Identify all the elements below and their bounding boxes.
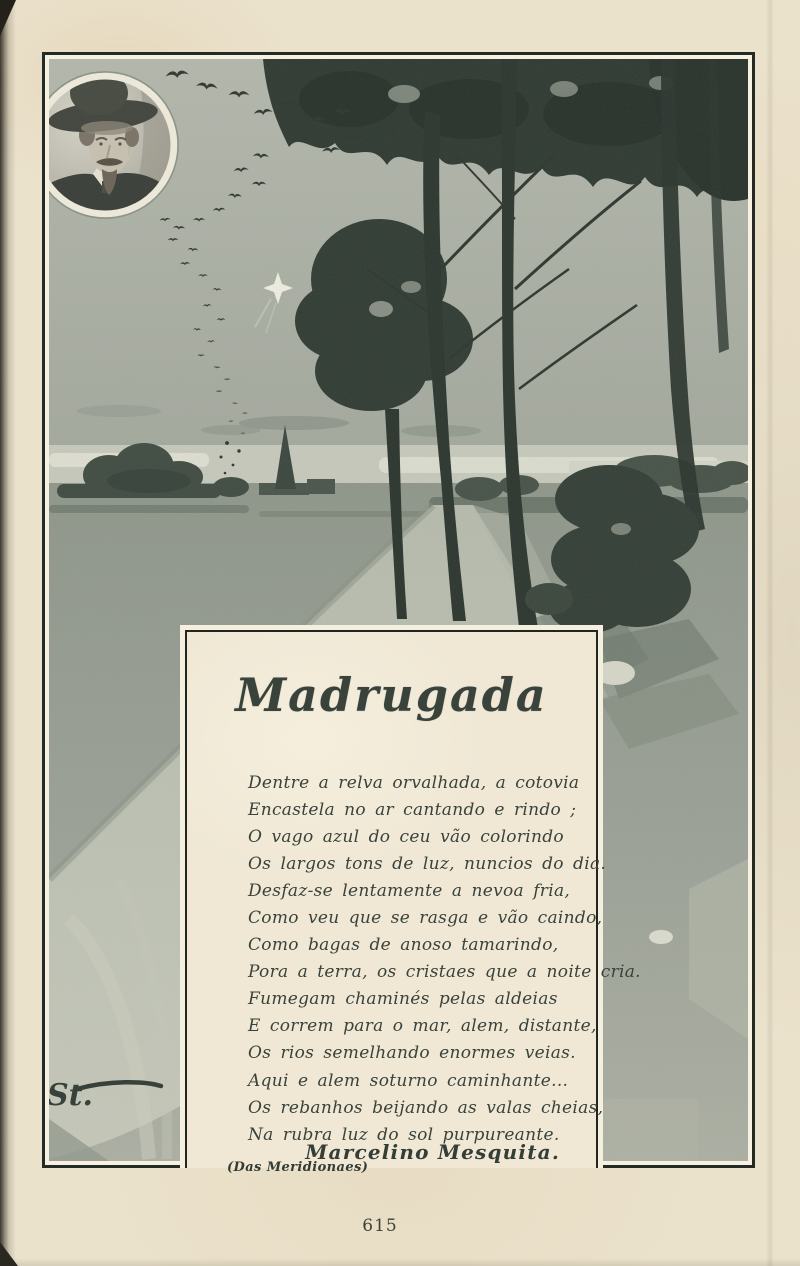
binding-shadow — [0, 0, 16, 1266]
poem-line: E correm para o mar, alem, distante, — [248, 1016, 597, 1036]
poem-source-caption: (Das Meridionaes) — [227, 1160, 369, 1175]
poem-stanza-1 — [248, 770, 607, 878]
poem-line: O vago azul do ceu vão colorindo — [248, 827, 564, 847]
poem-line: Fumegam chaminés pelas aldeias — [248, 989, 558, 1009]
poem-line: Desfaz-se lentamente a nevoa fria, — [248, 881, 571, 901]
poem-line: Dentre a relva orvalhada, a cotovia — [248, 773, 580, 793]
poem-stanza-4 — [248, 1068, 604, 1149]
poem-line: Como veu que se rasga e vão caindo, — [248, 908, 603, 928]
bottom-edge-shadow — [0, 1258, 800, 1266]
poem-line: Na rubra luz do sol purpureante. — [248, 1125, 560, 1145]
page-number: 615 — [362, 1216, 398, 1236]
poem-line: Pora a terra, os cristaes que a noite cria. — [248, 962, 641, 982]
poem-line: Encastela no ar cantando e rindo ; — [248, 800, 577, 820]
poem-line: Os rios semelhando enormes veias. — [248, 1043, 576, 1063]
poem-panel-margin — [180, 625, 641, 1168]
poem-line: Os largos tons de luz, nuncios do dia. — [248, 854, 607, 874]
page-crease — [766, 0, 774, 1266]
poem-line: Aqui e alem soturno caminhante... — [248, 1071, 569, 1091]
poem-author-signature: Marcelino Mesquita. — [305, 1140, 560, 1164]
poem-line: Os rebanhos beijando as valas cheias, — [248, 1098, 604, 1118]
poem-stanza-3 — [248, 986, 597, 1067]
poem-title: Madrugada — [235, 668, 548, 722]
poem-panel — [185, 630, 641, 1168]
poem-stanza-2 — [248, 878, 641, 986]
poem-line: Como bagas de anoso tamarindo, — [248, 935, 559, 955]
